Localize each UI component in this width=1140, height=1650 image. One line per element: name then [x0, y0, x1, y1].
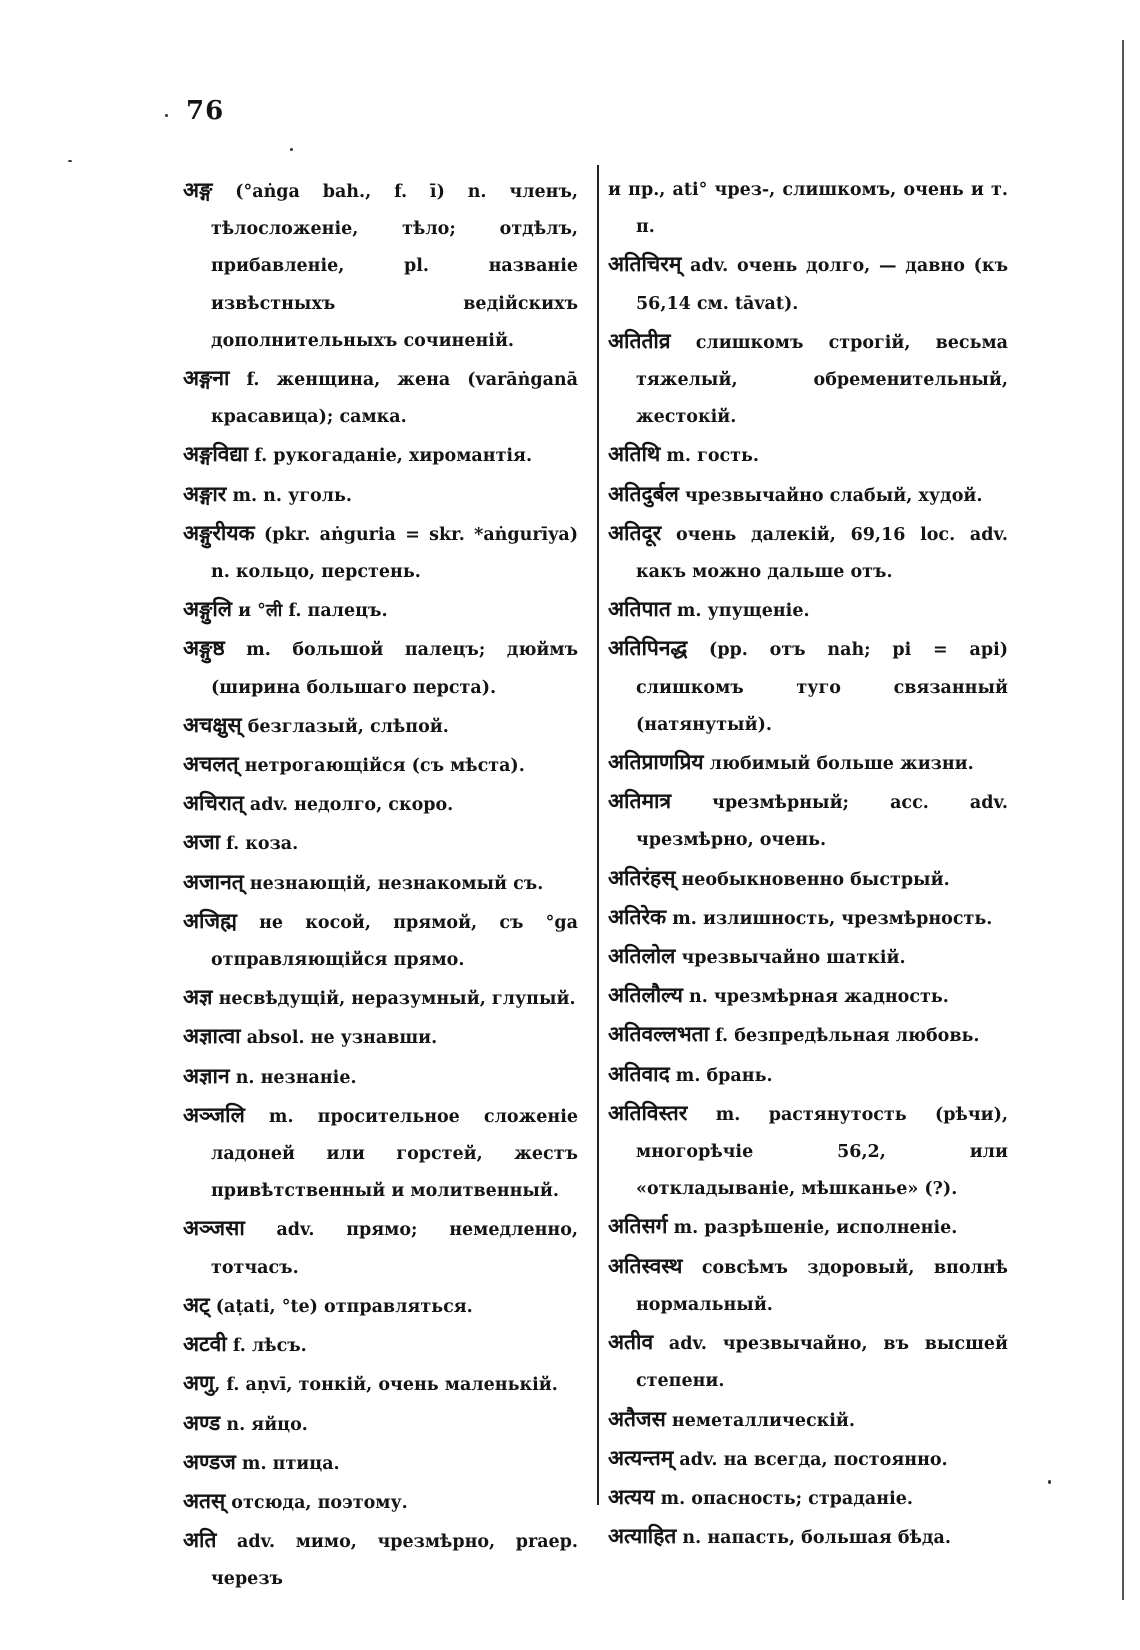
entry-headword: अति	[183, 1528, 217, 1553]
entry-headword: अतैजस	[608, 1406, 666, 1431]
entry-definition: m. упущеніе.	[670, 601, 810, 622]
dictionary-entry	[183, 1326, 578, 1365]
dictionary-entry	[183, 1210, 578, 1286]
entry-headword: अण्डज	[183, 1449, 236, 1474]
entry-definition: absol. не узнавши.	[240, 1028, 438, 1049]
entry-headword: अतिरंहस्	[608, 865, 676, 890]
entry-headword: अतिरेक	[608, 904, 667, 929]
dictionary-entry	[183, 360, 578, 436]
entry-definition: m. излишность, чрезмѣрность.	[666, 908, 993, 929]
entry-definition: f. безпредѣльная любовь.	[709, 1026, 980, 1047]
entry-headword: अचक्षुस्	[183, 712, 242, 737]
entry-headword: अञ्जसा	[183, 1216, 245, 1241]
dictionary-entry	[183, 1522, 578, 1598]
dictionary-entry	[608, 783, 1008, 859]
entry-headword: अङ्गुरीयक	[183, 520, 255, 545]
entry-definition: f. лѣсъ.	[226, 1336, 307, 1357]
left-column	[183, 172, 578, 1599]
entry-headword: अज्ञ	[183, 985, 213, 1010]
entry-headword: अत्यय	[608, 1484, 655, 1509]
dictionary-entry	[608, 860, 1008, 899]
dictionary-entry	[183, 785, 578, 824]
entry-definition: нетрогающійся (съ мѣста).	[238, 756, 525, 777]
entry-headword: अतिस्वस्थ	[608, 1253, 683, 1278]
dictionary-entry	[608, 591, 1008, 630]
entry-headword: अतिविस्तर	[608, 1100, 688, 1125]
entry-definition: m. гость.	[660, 446, 759, 467]
entry-definition: adv. недолго, скоро.	[243, 795, 454, 816]
entry-headword: अतिपात	[608, 597, 671, 622]
dictionary-entry	[608, 1248, 1008, 1324]
dictionary-entry	[183, 903, 578, 979]
dictionary-entry	[183, 515, 578, 591]
print-speck	[1048, 1480, 1051, 1484]
dictionary-entry	[183, 746, 578, 785]
dictionary-entry	[183, 1018, 578, 1057]
dictionary-entry	[183, 1365, 578, 1404]
entry-headword: अण्ड	[183, 1410, 221, 1435]
dictionary-entry	[183, 1483, 578, 1522]
dictionary-entry	[183, 591, 578, 630]
entry-headword: अतिदुर्बल	[608, 481, 679, 506]
dictionary-entry	[183, 1058, 578, 1097]
dictionary-entry	[608, 476, 1008, 515]
entry-definition: n. незнаніе.	[229, 1067, 357, 1088]
dictionary-entry	[183, 436, 578, 475]
entry-definition: n. чрезмѣрная жадность.	[682, 987, 949, 1008]
entry-definition: (°aṅga bah., f. ī) n. членъ, тѣлосложеніе, тѣло; отдѣлъ, прибавленіе, pl. названіе извѣстныхъ ведійскихъ дополнительныхъ сочиненій.	[211, 182, 578, 351]
entry-definition: m. опасность; страданіе.	[654, 1488, 913, 1509]
entry-definition: adv. чрезвычайно, въ высшей степени.	[636, 1334, 1008, 1392]
entry-headword: अज्ञान	[183, 1063, 230, 1088]
entry-headword: अणु	[183, 1371, 215, 1396]
entry-headword: अटवी	[183, 1332, 227, 1357]
entry-definition: m. разрѣшеніе, исполненіе.	[667, 1218, 958, 1239]
entry-headword: अज्ञात्वा	[183, 1024, 241, 1049]
print-speck	[68, 160, 72, 162]
entry-headword: अजिह्म	[183, 908, 237, 933]
dictionary-entry	[608, 1440, 1008, 1479]
entry-headword: अतिदूर	[608, 520, 662, 545]
dictionary-entry	[183, 824, 578, 863]
dictionary-entry	[608, 436, 1008, 475]
entry-headword: अञ्जलि	[183, 1102, 245, 1127]
dictionary-entry	[183, 1097, 578, 1211]
dictionary-entry	[183, 864, 578, 903]
entry-definition: не косой, прямой, съ °ga отправляющійся прямо.	[211, 912, 578, 971]
entry-headword: अङ्गविद्या	[183, 442, 249, 467]
page-edge-line	[1122, 40, 1124, 1600]
entry-definition: и пр., ati° чрез-, слишкомъ, очень и т. п.	[608, 180, 1008, 238]
dictionary-entry	[183, 979, 578, 1018]
entry-definition: (pp. отъ nah; pi = api) слишкомъ туго связанный (натянутый).	[636, 640, 1008, 735]
entry-definition: adv. очень долго, — давно (къ 56,14 см. tāvat).	[636, 256, 1008, 314]
entry-headword: अतिथि	[608, 442, 661, 467]
entry-definition: слишкомъ строгій, весьма тяжелый, обременительный, жестокій.	[636, 332, 1008, 428]
entry-headword: अतस्	[183, 1488, 226, 1513]
entry-definition: чрезвычайно шаткій.	[675, 948, 906, 969]
entry-definition: чрезмѣрный; acc. adv. чрезмѣрно, очень.	[636, 793, 1008, 851]
entry-definition: m. n. уголь.	[226, 485, 352, 506]
entry-headword: अट्	[183, 1292, 210, 1317]
dictionary-entry	[183, 1405, 578, 1444]
entry-definition: и °ली f. палецъ.	[232, 601, 388, 622]
entry-headword: अतिचिरम्	[608, 252, 682, 277]
entry-definition: m. просительное сложеніе ладоней или горстей, жестъ привѣтственный и молитвенный.	[211, 1106, 578, 1202]
dictionary-entry	[608, 744, 1008, 783]
entry-definition: m. брань.	[669, 1065, 773, 1086]
entry-definition: f. рукогаданіе, хиромантія.	[248, 446, 533, 467]
entry-definition: (pkr. aṅguria = skr. *aṅgurīya) n. кольцо, перстень.	[211, 524, 578, 583]
entry-headword: अङ्गार	[183, 481, 227, 506]
entry-definition: n. яйцо.	[220, 1414, 308, 1435]
entry-definition: , f. aṇvī, тонкій, очень маленькій.	[214, 1375, 558, 1396]
entry-definition: (aṭati, °te) отправляться.	[209, 1296, 473, 1317]
entry-headword: अत्याहित	[608, 1524, 677, 1549]
entry-headword: अचलत्	[183, 752, 239, 777]
entry-definition: необыкновенно быстрый.	[675, 869, 950, 890]
entry-headword: अतीव	[608, 1330, 654, 1355]
dictionary-entry	[608, 630, 1008, 744]
entry-headword: अतिवल्लभता	[608, 1022, 710, 1047]
entry-headword: अजा	[183, 830, 221, 855]
entry-definition: adv. прямо; немедленно, тотчасъ.	[211, 1220, 578, 1278]
dictionary-entry	[608, 1016, 1008, 1055]
dictionary-entry	[608, 1056, 1008, 1095]
entry-headword: अतिवाद	[608, 1061, 670, 1086]
right-column	[608, 172, 1008, 1557]
entry-headword: अङ्ग	[183, 178, 213, 202]
dictionary-entry	[608, 1518, 1008, 1557]
dictionary-entry	[183, 707, 578, 746]
entry-definition: чрезвычайно слабый, худой.	[678, 485, 983, 506]
dictionary-entry	[608, 1095, 1008, 1209]
dictionary-entry	[608, 977, 1008, 1016]
entry-definition: незнающій, незнакомый съ.	[243, 873, 544, 894]
entry-headword: अतिलौल्य	[608, 983, 683, 1008]
entry-headword: अतिसर्ग	[608, 1214, 668, 1239]
dictionary-entry	[608, 323, 1008, 437]
entry-headword: अजानत्	[183, 869, 244, 894]
print-speck	[165, 114, 168, 117]
dictionary-entry	[183, 630, 578, 706]
entry-headword: अङ्गुष्ठ	[183, 636, 225, 661]
entry-definition: несвѣдущій, неразумный, глупый.	[212, 989, 576, 1010]
dictionary-entry	[608, 1479, 1008, 1518]
entry-definition: m. большой палецъ; дюймъ (ширина большаго перста).	[211, 640, 578, 698]
dictionary-entry	[608, 515, 1008, 591]
entry-definition: совсѣмъ здоровый, вполнѣ нормальный.	[636, 1257, 1008, 1315]
column-divider	[597, 165, 599, 1505]
entry-headword: अतितीव्र	[608, 328, 671, 353]
entry-definition: неметаллическій.	[665, 1410, 855, 1431]
entry-definition: очень далекій, 69,16 loc. adv. какъ можно дальше отъ.	[636, 524, 1008, 583]
entry-definition: m. растянутость (рѣчи), многорѣчіе 56,2, или «откладываніе, мѣшканье» (?).	[636, 1104, 1008, 1200]
entry-headword: अतिमात्र	[608, 789, 672, 814]
entry-definition: f. женщина, жена (varāṅganā красавица); самка.	[211, 370, 578, 428]
entry-definition: отсюда, поэтому.	[225, 1492, 408, 1513]
entry-definition: любимый больше жизни.	[703, 754, 974, 775]
entry-definition: m. птица.	[235, 1453, 340, 1474]
dictionary-entry	[183, 1287, 578, 1326]
dictionary-entry	[183, 476, 578, 515]
entry-headword: अत्यन्तम्	[608, 1445, 674, 1470]
print-speck	[290, 148, 293, 151]
page-number: 76	[186, 96, 225, 126]
dictionary-entry	[608, 938, 1008, 977]
entry-headword: अतिप्राणप्रिय	[608, 750, 704, 775]
dictionary-entry	[183, 172, 578, 360]
dictionary-entry	[608, 899, 1008, 938]
dictionary-entry	[183, 1444, 578, 1483]
entry-definition: adv. мимо, чрезмѣрно, praep. черезъ	[211, 1532, 578, 1590]
entry-headword: अतिलोल	[608, 944, 676, 969]
entry-definition: adv. на всегда, постоянно.	[673, 1449, 948, 1470]
entry-headword: अतिपिनद्ध	[608, 636, 688, 661]
entry-definition: безглазый, слѣпой.	[241, 716, 449, 737]
dictionary-entry	[608, 172, 1008, 246]
entry-definition: n. напасть, большая бѣда.	[676, 1528, 951, 1549]
dictionary-entry	[608, 1401, 1008, 1440]
dictionary-entry	[608, 1208, 1008, 1247]
entry-definition: f. коза.	[220, 834, 299, 855]
entry-headword: अङ्गना	[183, 366, 230, 391]
entry-headword: अङ्गुलि	[183, 597, 233, 622]
dictionary-entry	[608, 1324, 1008, 1400]
dictionary-entry	[608, 246, 1008, 322]
entry-headword: अचिरात्	[183, 791, 244, 816]
